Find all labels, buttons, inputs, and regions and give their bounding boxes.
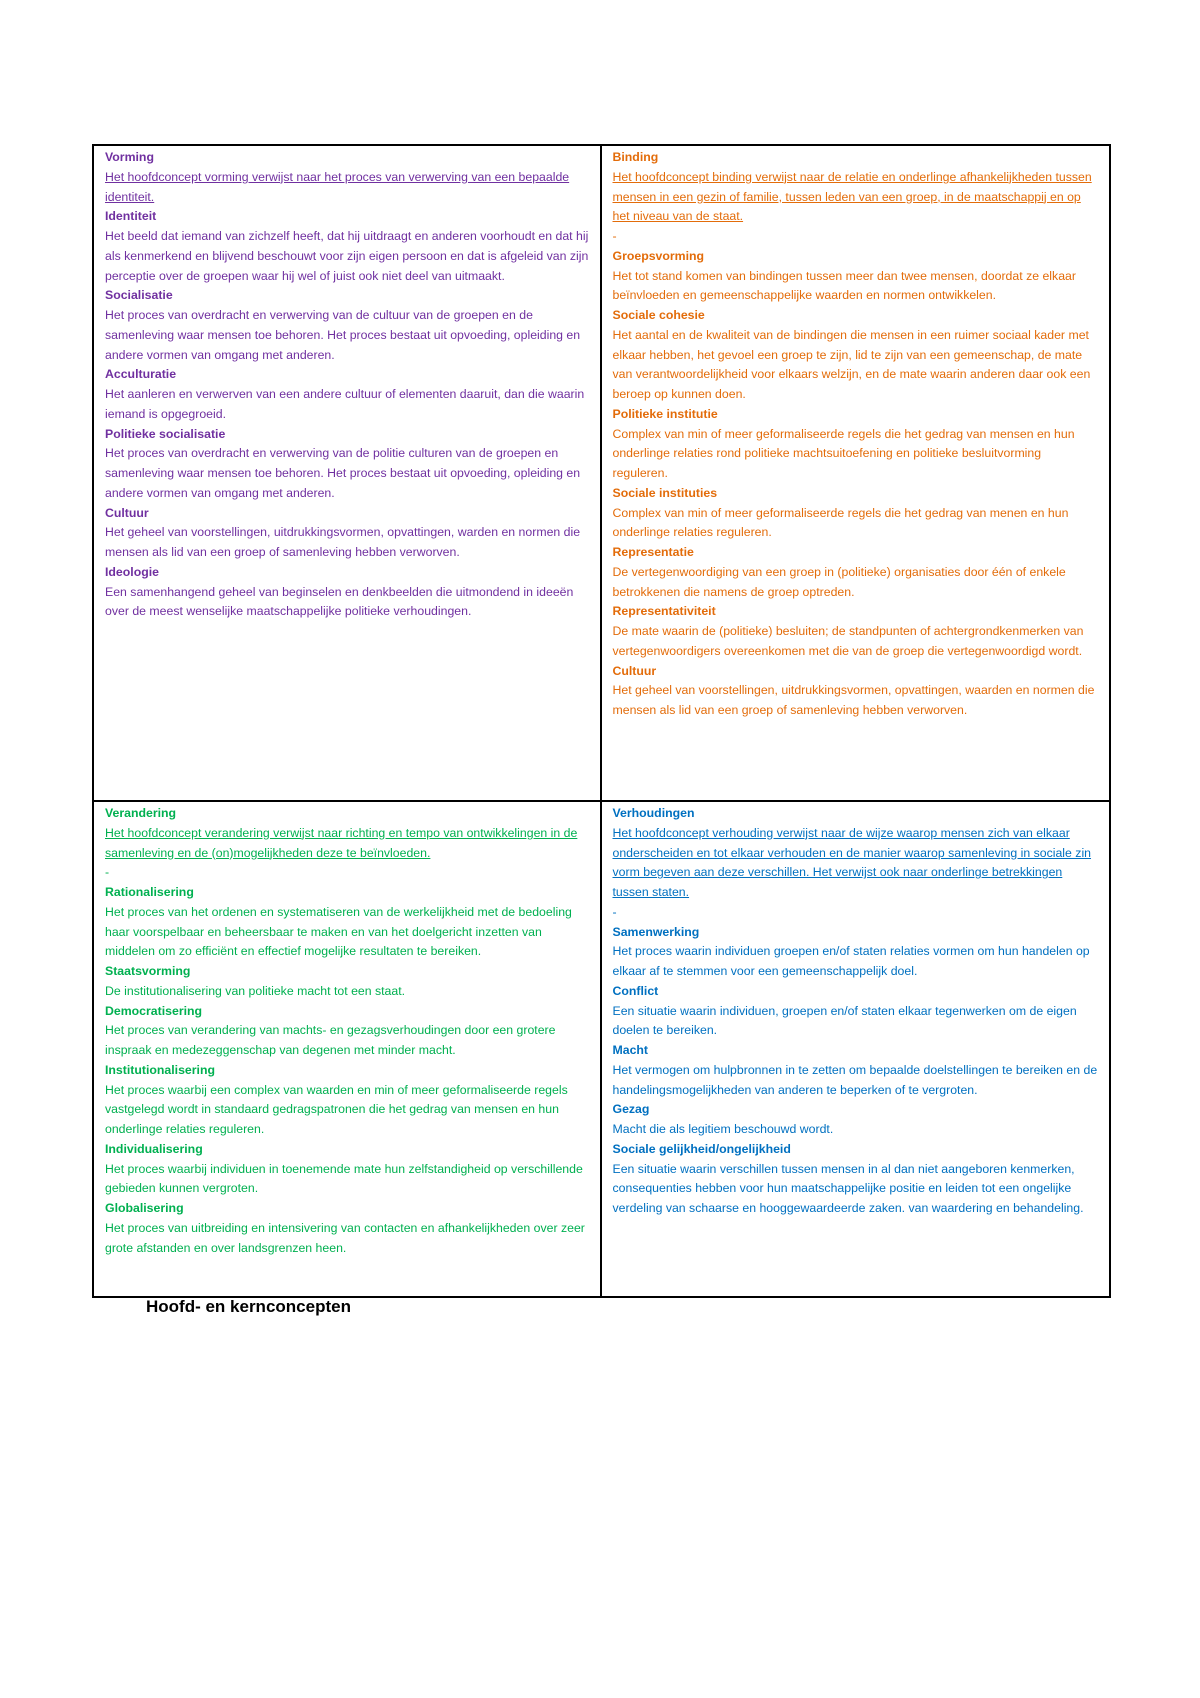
concept-definition: Het proces van uitbreiding en intensivering van contacten en afhankelijkheden over zeer grote afstanden en over landsgrenzen heen. [105, 1220, 585, 1255]
concept-term: Staatsvorming [105, 964, 191, 978]
concept-term: Cultuur [612, 663, 657, 678]
separator-dash: - [612, 229, 617, 243]
cell-binding [602, 146, 1110, 800]
cell-verandering [94, 802, 602, 1296]
concept-term: Socialisatie [105, 288, 173, 303]
concept-term: Institutionalisering [105, 1062, 215, 1077]
concept-term: Democratisering [105, 1003, 203, 1018]
concept-term: Globalisering [105, 1201, 184, 1215]
concept-definition: De vertegenwoordiging van een groep in (politieke) organisaties door één of enkele betrokkenen die namens de groep optreden. [612, 564, 1066, 599]
concept-term: Identiteit [105, 209, 157, 224]
cell-intro: Het hoofdconcept verhouding verwijst naar de wijze waarop mensen zich van elkaar onderscheiden en tot elkaar verhouden en de manier waarop samenleving in sociale zin vorm begeven aan deze verschillen. Het verwijst ook naar onderlinge betrekkingen tussen staten. [612, 825, 1092, 899]
concept-definition: Een situatie waarin individuen, groepen en/of staten elkaar tegenwerken om de eigen doelen te bereiken. [612, 1003, 1077, 1038]
concept-term: Individualisering [105, 1141, 203, 1156]
concept-term: Cultuur [105, 505, 149, 520]
cell-title: Vorming [105, 150, 154, 164]
concept-definition: Het beeld dat iemand van zichzelf heeft, dat hij uitdraagt en anderen voorhoudt en dat hij als kenmerkend en blijvend beschouwt voor zijn eigen persoon en dat is afgeleid van zijn perceptie over de groepen waar hij wel of juist ook niet deel van uitmaakt. [105, 229, 589, 283]
concept-term: Samenwerking [612, 924, 700, 939]
concept-definition: Een situatie waarin verschillen tussen mensen in al dan niet aangeboren kenmerken, consequenties hebben voor hun maatschappelijke positie en leiden tot een ongelijke verdeling van schaarse en hooggewaardeerde zaken. van waardering en behandeling. [612, 1161, 1084, 1215]
concept-definition: Het proces van overdracht en verwerving van de politie culturen van de groepen en samenleving waar mensen toe behoren. Het proces bestaat uit opvoeding, opleiding en andere vormen van omgang met anderen. [105, 446, 581, 500]
cell-title: Binding [612, 150, 659, 164]
cell-title: Verandering [105, 806, 177, 820]
concept-term: Sociale gelijkheid/ongelijkheid [612, 1141, 791, 1156]
concept-definition: Het proces van het ordenen en systematiseren van de werkelijkheid met de bedoeling haar voorspelbaar en beheersbaar te maken en van het doelgericht inzetten van middelen om zo efficiënt en effectief mogelijke resultaten te bereiken. [105, 904, 572, 959]
concept-definition: Het geheel van voorstellingen, uitdrukkingsvormen, opvattingen, waarden en normen die mensen als lid van een groep of samenleving hebben verworven. [612, 683, 1095, 717]
concept-term: Acculturatie [105, 367, 177, 382]
concept-definition: Het proces van verandering van machts- en gezagsverhoudingen door een grotere inspraak en medezeggenschap van degenen met minder macht. [105, 1023, 556, 1057]
concept-definition: Het proces waarin individuen groepen en/of staten relaties vormen om hun handelen op elkaar af te stemmen voor een gemeenschappelijk doel. [612, 944, 1090, 978]
page-caption: Hoofd- en kernconcepten [146, 1297, 351, 1316]
concept-term: Representativiteit [612, 604, 716, 619]
concept-term: Representatie [612, 545, 694, 559]
concept-term: Macht [612, 1043, 649, 1057]
concept-definition: Complex van min of meer geformaliseerde regels die het gedrag van menen en hun onderlinge relaties reguleren. [612, 505, 1069, 540]
concept-term: Politieke socialisatie [105, 426, 226, 441]
concept-term: Politieke institutie [612, 406, 718, 421]
concept-term: Sociale instituties [612, 485, 718, 500]
cell-intro: Het hoofdconcept verandering verwijst naar richting en tempo van ontwikkelingen in de samenleving en de (on)mogelijkheden deze te beïnvloeden. [105, 825, 578, 860]
separator-dash: - [105, 865, 110, 880]
concept-term: Ideologie [105, 564, 159, 579]
concept-term: Gezag [612, 1102, 650, 1117]
cell-verhoudingen [602, 802, 1110, 1296]
concept-definition: Macht die als legitiem beschouwd wordt. [612, 1122, 834, 1136]
concept-term: Conflict [612, 983, 659, 998]
concept-definition: Het proces van overdracht en verwerving van de cultuur van de groepen en de samenleving waar mensen toe behoren. Het proces bestaat uit opvoeding, opleiding en andere vormen van omgang met anderen. [105, 308, 581, 362]
concept-definition: Het aanleren en verwerven van een andere cultuur of elementen daaruit, dan die waarin iemand is opgegroeid. [105, 387, 585, 421]
concept-definition: Het tot stand komen van bindingen tussen meer dan twee mensen, doordat ze elkaar beïnvloeden en gemeenschappelijke waarden en normen ontwikkelen. [612, 268, 1076, 303]
concept-definition: Complex van min of meer geformaliseerde regels die het gedrag van mensen en hun onderlinge relaties rond politieke machtsuitoefening en politieke besluitvorming reguleren. [612, 426, 1075, 480]
concept-term: Groepsvorming [612, 248, 705, 263]
cell-vorming [94, 146, 602, 800]
cell-intro: Het hoofdconcept vorming verwijst naar het proces van verwerving van een bepaalde identiteit. [105, 169, 570, 204]
concept-definition: De institutionalisering van politieke macht tot een staat. [105, 983, 406, 998]
cell-title: Verhoudingen [612, 806, 695, 820]
table-row [94, 146, 1109, 802]
concepts-table [92, 144, 1111, 1298]
concept-definition: Het proces waarbij een complex van waarden en min of meer geformaliseerde regels vastgelegd wordt in standaard gedragspatronen die het gedrag van mensen en hun onderlinge relaties reguleren. [105, 1082, 568, 1136]
concept-term: Sociale cohesie [612, 308, 705, 322]
concept-definition: Het vermogen om hulpbronnen in te zetten om bepaalde doelstellingen te bereiken en de handelingsmogelijkheden van anderen te beperken of te vergroten. [612, 1062, 1098, 1097]
concept-definition: Het geheel van voorstellingen, uitdrukkingsvormen, opvattingen, warden en normen die mensen als lid van een groep of samenleving hebben verworven. [105, 525, 581, 559]
concept-definition: Een samenhangend geheel van beginselen en denkbeelden die uitmondend in ideeën over de meest wenselijke maatschappelijke politieke verhoudingen. [105, 584, 574, 619]
table-row [94, 802, 1109, 1296]
cell-intro: Het hoofdconcept binding verwijst naar de relatie en onderlinge afhankelijkheden tussen mensen in een gezin of familie, tussen leden van een groep, in de maatschappij en op het niveau van de staat. [612, 169, 1092, 224]
concept-definition: Het aantal en de kwaliteit van de bindingen die mensen in een ruimer sociaal kader met elkaar hebben, het gevoel een groep te zijn, lid te zijn van een gemeenschap, de mate van verantwoordelijkheid voor elkaars welzijn, en de mate waarin anderen daar ook een beroep op kunnen doen. [612, 327, 1091, 401]
separator-dash: - [612, 904, 617, 919]
concept-term: Rationalisering [105, 885, 194, 899]
concept-definition: De mate waarin de (politieke) besluiten; de standpunten of achtergrondkenmerken van vertegenwoordigers overeenkomen met die van de groep die vertegenwoordigd wordt. [612, 624, 1084, 658]
concept-definition: Het proces waarbij individuen in toenemende mate hun zelfstandigheid op verschillende gebieden kunnen vergroten. [105, 1161, 583, 1196]
